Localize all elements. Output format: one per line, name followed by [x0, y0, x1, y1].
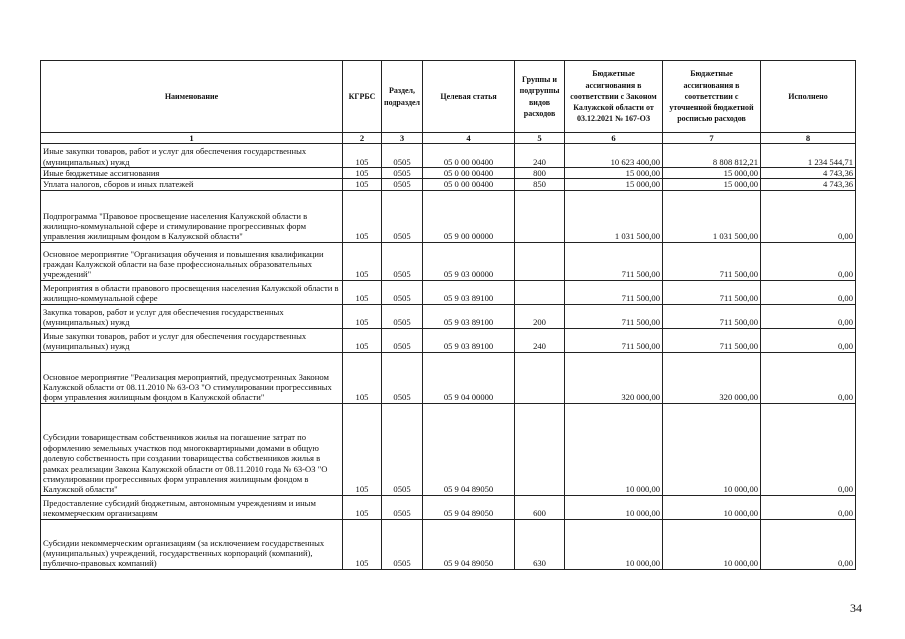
cell-section: 0505 [382, 242, 423, 280]
cell-budget-list: 711 500,00 [663, 280, 761, 304]
column-number: 8 [761, 133, 856, 144]
cell-kgrbs: 105 [343, 352, 382, 403]
cell-executed: 0,00 [761, 190, 856, 242]
table-row [41, 168, 856, 179]
cell-kgrbs: 105 [343, 495, 382, 519]
cell-group [515, 190, 565, 242]
cell-executed: 0,00 [761, 242, 856, 280]
cell-budget-law: 320 000,00 [565, 352, 663, 403]
cell-budget-list: 1 031 500,00 [663, 190, 761, 242]
cell-section: 0505 [382, 304, 423, 328]
cell-budget-law: 711 500,00 [565, 304, 663, 328]
cell-executed: 1 234 544,71 [761, 144, 856, 168]
cell-name: Подпрограмма "Правовое просвещение населения Калужской области в жилищно-коммунальной сфере и стимулирование прогрессивных форм управления жилищным фондом в Калужской области" [41, 190, 343, 242]
cell-section: 0505 [382, 519, 423, 569]
cell-name: Закупка товаров, работ и услуг для обеспечения государственных (муниципальных) нужд [41, 304, 343, 328]
cell-executed: 0,00 [761, 352, 856, 403]
cell-name: Основное мероприятие "Реализация мероприятий, предусмотренных Законом Калужской области от 08.11.2010 № 63-ОЗ "О стимулировании прогрессивных форм управления жилищным фондом в Калужской области" [41, 352, 343, 403]
cell-budget-law: 711 500,00 [565, 328, 663, 352]
cell-budget-list: 320 000,00 [663, 352, 761, 403]
column-number: 6 [565, 133, 663, 144]
column-number: 4 [423, 133, 515, 144]
cell-target: 05 9 03 89100 [423, 304, 515, 328]
cell-executed: 4 743,36 [761, 168, 856, 179]
cell-executed: 0,00 [761, 403, 856, 495]
cell-target: 05 9 03 00000 [423, 242, 515, 280]
budget-table [40, 60, 856, 570]
cell-budget-law: 711 500,00 [565, 242, 663, 280]
cell-kgrbs: 105 [343, 403, 382, 495]
cell-budget-law: 10 623 400,00 [565, 144, 663, 168]
cell-kgrbs: 105 [343, 168, 382, 179]
table-row [41, 179, 856, 190]
header-name: Наименование [41, 61, 343, 133]
cell-target: 05 0 00 00400 [423, 168, 515, 179]
header-row [41, 61, 856, 133]
cell-group: 850 [515, 179, 565, 190]
cell-group: 200 [515, 304, 565, 328]
cell-budget-list: 10 000,00 [663, 495, 761, 519]
cell-section: 0505 [382, 168, 423, 179]
cell-executed: 0,00 [761, 519, 856, 569]
table-row [41, 190, 856, 242]
cell-target: 05 9 04 89050 [423, 519, 515, 569]
cell-name: Иные закупки товаров, работ и услуг для обеспечения государственных (муниципальных) нужд [41, 144, 343, 168]
cell-section: 0505 [382, 179, 423, 190]
page-number: 34 [850, 601, 862, 615]
table-row [41, 242, 856, 280]
header-groups: Группы и подгруппы видов расходов [515, 61, 565, 133]
cell-target: 05 0 00 00400 [423, 144, 515, 168]
cell-target: 05 9 04 89050 [423, 495, 515, 519]
cell-group: 800 [515, 168, 565, 179]
table-row [41, 280, 856, 304]
cell-budget-list: 15 000,00 [663, 168, 761, 179]
cell-section: 0505 [382, 352, 423, 403]
cell-executed: 0,00 [761, 495, 856, 519]
table-row [41, 304, 856, 328]
table-row [41, 352, 856, 403]
cell-name: Иные закупки товаров, работ и услуг для обеспечения государственных (муниципальных) нужд [41, 328, 343, 352]
cell-name: Иные бюджетные ассигнования [41, 168, 343, 179]
header-executed: Исполнено [761, 61, 856, 133]
cell-group [515, 242, 565, 280]
table-row [41, 519, 856, 569]
cell-section: 0505 [382, 190, 423, 242]
cell-group: 600 [515, 495, 565, 519]
cell-section: 0505 [382, 328, 423, 352]
table-row [41, 328, 856, 352]
column-number: 5 [515, 133, 565, 144]
column-number: 7 [663, 133, 761, 144]
cell-section: 0505 [382, 280, 423, 304]
cell-group [515, 280, 565, 304]
cell-budget-list: 711 500,00 [663, 304, 761, 328]
cell-name: Мероприятия в области правового просвещения населения Калужской области в жилищно-коммунальной сфере [41, 280, 343, 304]
cell-name: Уплата налогов, сборов и иных платежей [41, 179, 343, 190]
cell-kgrbs: 105 [343, 144, 382, 168]
cell-kgrbs: 105 [343, 280, 382, 304]
column-number: 2 [343, 133, 382, 144]
cell-kgrbs: 105 [343, 328, 382, 352]
cell-target: 05 9 03 89100 [423, 280, 515, 304]
table-row [41, 403, 856, 495]
cell-target: 05 9 03 89100 [423, 328, 515, 352]
cell-section: 0505 [382, 144, 423, 168]
cell-budget-law: 15 000,00 [565, 168, 663, 179]
cell-budget-law: 10 000,00 [565, 495, 663, 519]
cell-executed: 0,00 [761, 280, 856, 304]
header-budget-law: Бюджетные ассигнования в соответствии с Законом Калужской области от 03.12.2021 № 167-ОЗ [565, 61, 663, 133]
cell-executed: 0,00 [761, 304, 856, 328]
cell-kgrbs: 105 [343, 242, 382, 280]
cell-name: Субсидии товариществам собственников жилья на погашение затрат по оформлению земельных участков под многоквартирными домами в общую долевую собственность при создании товарищества собственников жилья в рамках реализации Закона Калужской области от 08.11.2010 года № 63-ОЗ "О стимулировании прогрессивных форм управления жилищным фондом в Калужской области" [41, 403, 343, 495]
header-section: Раздел, подраздел [382, 61, 423, 133]
cell-section: 0505 [382, 403, 423, 495]
cell-budget-list: 15 000,00 [663, 179, 761, 190]
cell-target: 05 9 04 89050 [423, 403, 515, 495]
cell-section: 0505 [382, 495, 423, 519]
column-number: 3 [382, 133, 423, 144]
cell-budget-law: 15 000,00 [565, 179, 663, 190]
cell-budget-list: 10 000,00 [663, 403, 761, 495]
table-row [41, 495, 856, 519]
cell-executed: 0,00 [761, 328, 856, 352]
cell-kgrbs: 105 [343, 179, 382, 190]
cell-group: 240 [515, 328, 565, 352]
cell-budget-law: 1 031 500,00 [565, 190, 663, 242]
cell-executed: 4 743,36 [761, 179, 856, 190]
cell-kgrbs: 105 [343, 519, 382, 569]
cell-budget-law: 10 000,00 [565, 519, 663, 569]
cell-budget-law: 711 500,00 [565, 280, 663, 304]
column-number: 1 [41, 133, 343, 144]
table-body [41, 144, 856, 570]
cell-kgrbs: 105 [343, 304, 382, 328]
cell-group [515, 403, 565, 495]
cell-budget-list: 8 808 812,21 [663, 144, 761, 168]
cell-name: Субсидии некоммерческим организациям (за исключением государственных (муниципальных) учреждений, государственных корпораций (компаний), публично-правовых компаний) [41, 519, 343, 569]
table-row [41, 144, 856, 168]
cell-name: Предоставление субсидий бюджетным, автономным учреждениям и иным некоммерческим организациям [41, 495, 343, 519]
cell-group: 240 [515, 144, 565, 168]
cell-name: Основное мероприятие "Организация обучения и повышения квалификации граждан Калужской области на базе профессиональных образовательных учреждений" [41, 242, 343, 280]
header-target: Целевая статья [423, 61, 515, 133]
cell-budget-list: 711 500,00 [663, 328, 761, 352]
cell-group: 630 [515, 519, 565, 569]
cell-target: 05 0 00 00400 [423, 179, 515, 190]
cell-budget-list: 10 000,00 [663, 519, 761, 569]
header-kgrbs: КГРБС [343, 61, 382, 133]
cell-budget-list: 711 500,00 [663, 242, 761, 280]
cell-kgrbs: 105 [343, 190, 382, 242]
cell-budget-law: 10 000,00 [565, 403, 663, 495]
header-budget-list: Бюджетные ассигнования в соответствии с уточненной бюджетной росписью расходов [663, 61, 761, 133]
cell-group [515, 352, 565, 403]
cell-target: 05 9 04 00000 [423, 352, 515, 403]
cell-target: 05 9 00 00000 [423, 190, 515, 242]
column-number-row [41, 133, 856, 144]
